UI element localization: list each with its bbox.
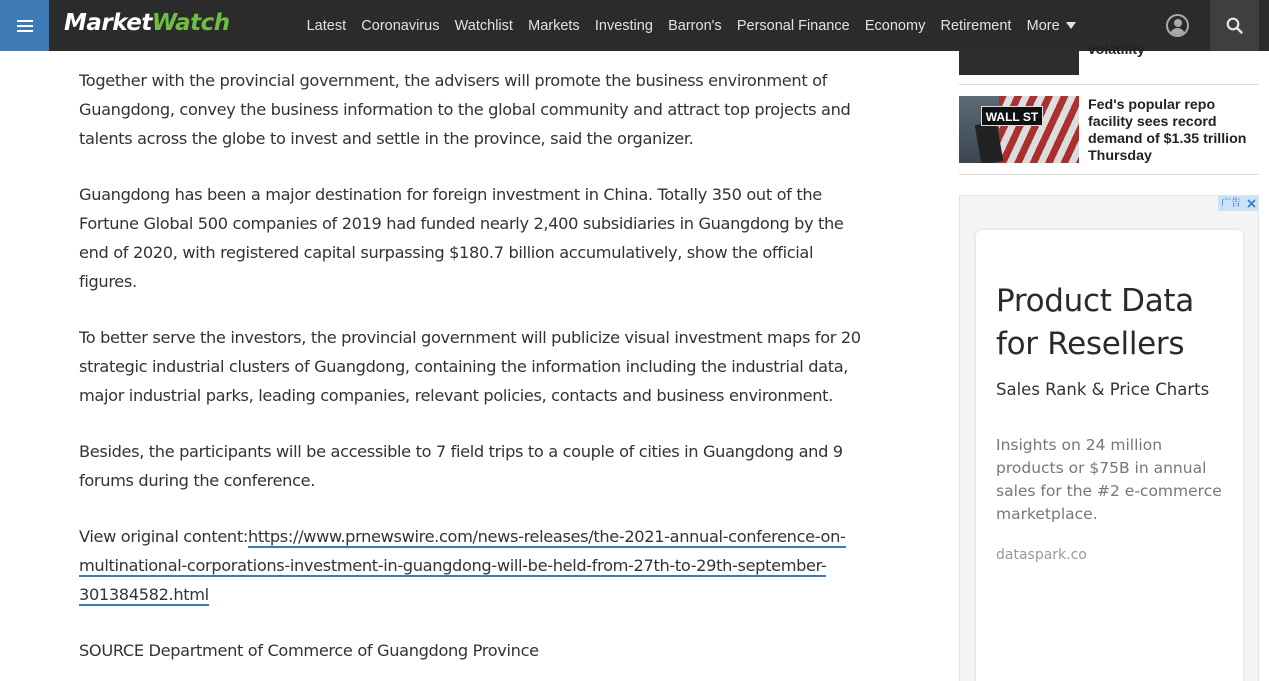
close-icon <box>1247 199 1256 208</box>
ad-choices-label[interactable]: 广告 <box>1218 196 1244 211</box>
main-nav <box>299 0 1083 51</box>
article-body <box>79 66 869 665</box>
caret-down-icon <box>1066 22 1076 29</box>
article-paragraph: Together with the provincial government, the advisers will promote the business environment of Guangdong, convey the business information to the global community and attract top projects and talents across the globe to invest and settle in the province, said the organizer. <box>79 71 851 148</box>
original-content-link[interactable]: https://www.prnewswire.com/news-releases/the-2021-annual-conference-on-multinational-corporations-investment-in-guangdong-will-be-held-from-27th-to-29th-september-301384582.html <box>79 527 846 604</box>
nav-coronavirus[interactable]: Coronavirus <box>361 17 440 34</box>
logo-market-text: Market <box>64 10 152 36</box>
article-paragraph: To better serve the investors, the provincial government will publicize visual investment maps for 20 strategic industrial clusters of Guangdong, containing the information including the industrial data, major industrial parks, leading companies, relevant policies, contacts and business environment. <box>79 328 861 405</box>
nav-investing[interactable]: Investing <box>594 17 653 34</box>
ad-card[interactable] <box>976 230 1243 681</box>
headline-thumbnail[interactable] <box>959 51 1079 75</box>
menu-line <box>17 20 33 22</box>
ad-domain: dataspark.co <box>996 547 1087 563</box>
nav-more-label: More <box>1026 17 1060 34</box>
menu-line <box>17 25 33 27</box>
nav-more-dropdown[interactable] <box>1019 18 1083 34</box>
wall-street-sign: WALL ST <box>981 106 1043 126</box>
nav-personal-finance[interactable]: Personal Finance <box>736 17 850 34</box>
marketwatch-logo[interactable] <box>64 10 230 36</box>
sidebar-headline-title[interactable]: Fed's popular repo facility sees record demand of $1.35 trillion Thursday <box>1088 97 1247 164</box>
ad-description: Insights on 24 million products or $75B in annual sales for the #2 e-commerce marketplace. <box>996 436 1222 523</box>
user-icon-head <box>1174 19 1182 27</box>
nav-latest[interactable]: Latest <box>306 17 347 34</box>
nav-markets[interactable]: Markets <box>528 17 580 34</box>
ad-title: Product Data for Resellers <box>996 283 1194 362</box>
menu-line <box>17 30 33 32</box>
headline-thumbnail[interactable] <box>959 96 1079 163</box>
nav-watchlist[interactable]: Watchlist <box>454 17 513 34</box>
hamburger-menu-button[interactable] <box>0 0 49 51</box>
ad-subtitle: Sales Rank & Price Charts <box>996 380 1210 399</box>
advertisement[interactable] <box>959 195 1259 681</box>
ad-close-button[interactable] <box>1244 196 1258 211</box>
logo-watch-text: Watch <box>151 10 230 36</box>
article-paragraph: Besides, the participants will be accessible to 7 field trips to a couple of cities in Guangdong and 9 forums during the conference. <box>79 442 843 490</box>
sidebar-headline-item[interactable] <box>959 41 1259 85</box>
search-button[interactable] <box>1210 0 1259 51</box>
source-line: SOURCE Department of Commerce of Guangdong Province <box>79 641 539 660</box>
user-icon-torso <box>1170 28 1185 37</box>
sidebar-headline-clipped[interactable]: volatility <box>1088 41 1145 57</box>
user-account-icon[interactable] <box>1166 14 1189 37</box>
view-original-label: View original content: <box>79 527 248 546</box>
top-navigation-bar <box>0 0 1269 51</box>
view-original-paragraph <box>79 522 869 609</box>
nav-economy[interactable]: Economy <box>864 17 926 34</box>
search-icon <box>1226 17 1243 34</box>
nav-retirement[interactable]: Retirement <box>940 17 1012 34</box>
nav-barrons[interactable]: Barron's <box>668 17 722 34</box>
article-paragraph: Guangdong has been a major destination for foreign investment in China. Totally 350 out of the Fortune Global 500 companies of 2019 had funded nearly 2,400 subsidiaries in Guangdong by the end of 2020, with registered capital surpassing $180.7 billion accumulatively, show the official figures. <box>79 185 844 291</box>
sidebar-headline-item[interactable] <box>959 96 1259 175</box>
